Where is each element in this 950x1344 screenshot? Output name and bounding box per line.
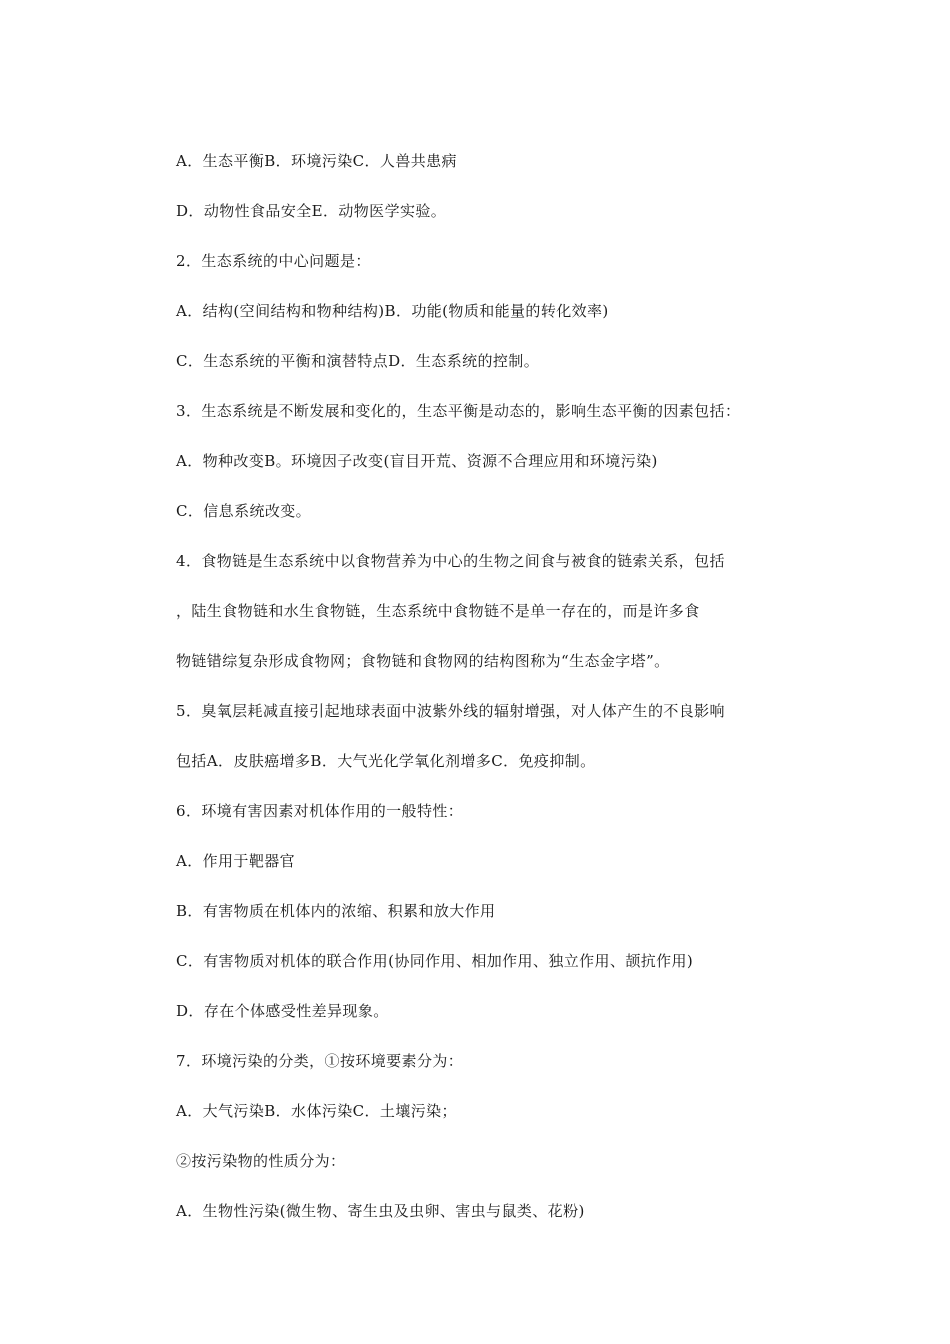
text-line: A．物种改变B。环境因子改变(盲目开荒、资源不合理应用和环境污染): [176, 452, 658, 470]
text-line: ，陆生食物链和水生食物链，生态系统中食物链不是单一存在的，而是许多食: [176, 602, 700, 620]
text-line: A．生态平衡B．环境污染C．人兽共患病: [176, 152, 457, 170]
text-line: D．存在个体感受性差异现象。: [176, 1002, 389, 1020]
text-line: A．大气污染B．水体污染C．土壤污染；: [176, 1102, 457, 1120]
text-line: A．结构(空间结构和物种结构)B．功能(物质和能量的转化效率): [176, 302, 609, 320]
text-line: C．信息系统改变。: [176, 502, 312, 520]
text-line: 6．环境有害因素对机体作用的一般特性：: [176, 802, 464, 820]
text-line: A．作用于靶器官: [176, 852, 296, 870]
text-line: B．有害物质在机体内的浓缩、积累和放大作用: [176, 902, 496, 920]
text-line: 7．环境污染的分类，①按环境要素分为：: [176, 1052, 464, 1070]
text-line: 3．生态系统是不断发展和变化的，生态平衡是动态的，影响生态平衡的因素包括：: [176, 402, 741, 420]
text-line: 包括A．皮肤癌增多B．大气光化学氧化剂增多C．免疫抑制。: [176, 752, 596, 770]
text-line: C．生态系统的平衡和演替特点D．生态系统的控制。: [176, 352, 540, 370]
text-line: 4．食物链是生态系统中以食物营养为中心的生物之间食与被食的链索关系，包括: [176, 552, 725, 570]
text-line: C．有害物质对机体的联合作用(协同作用、相加作用、独立作用、颉抗作用): [176, 952, 694, 970]
text-line: 2．生态系统的中心问题是：: [176, 252, 371, 270]
text-line: ②按污染物的性质分为：: [176, 1152, 346, 1170]
text-line: 5．臭氧层耗减直接引起地球表面中波紫外线的辐射增强，对人体产生的不良影响: [176, 702, 725, 720]
text-line: 物链错综复杂形成食物网；食物链和食物网的结构图称为“生态金字塔”。: [176, 652, 670, 670]
text-line: A．生物性污染(微生物、寄生虫及虫卵、害虫与鼠类、花粉): [176, 1202, 585, 1220]
text-line: D．动物性食品安全E．动物医学实验。: [176, 202, 447, 220]
